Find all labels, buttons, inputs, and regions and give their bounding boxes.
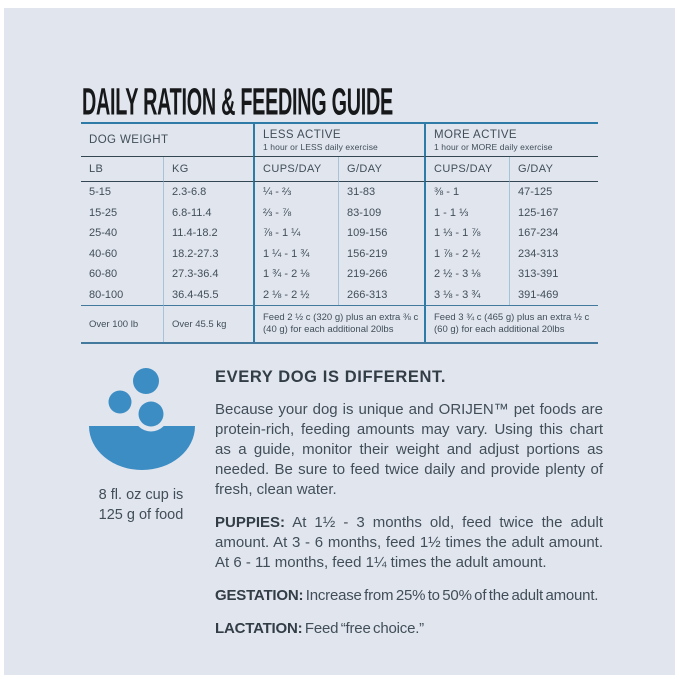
table-cell: 391-469: [509, 285, 598, 306]
puppies-text: At 1½ - 3 months old, feed twice the adult amount. At 3 - 6 months, feed 1½ times the adult amount. At 6 - 11 months, feed 1¼ times the adult amount.: [215, 514, 603, 571]
lactation-text: Feed “free choice.”: [302, 620, 424, 637]
section-label: MORE ACTIVE: [434, 128, 517, 141]
section-header-dog-weight: [81, 124, 253, 157]
table-cell: ⅜ - 1: [424, 182, 509, 203]
table-cell: ⅞ - 1 ¼: [253, 223, 338, 244]
table-cell: 31-83: [338, 182, 424, 203]
cup-note-line1: 8 fl. oz cup is: [98, 487, 184, 503]
section-label: LESS ACTIVE: [263, 128, 341, 141]
page-title: DAILY RATION & FEEDING GUIDE: [82, 80, 393, 124]
cup-note: [99, 485, 184, 525]
table-cell: 18.2-27.3: [163, 244, 253, 265]
lactation-label: LACTATION:: [215, 620, 303, 637]
table-cell: 47-125: [509, 182, 598, 203]
table-cell: 3 ⅛ - 3 ¾: [424, 285, 509, 306]
table-cell: 1 ¾ - 2 ⅛: [253, 264, 338, 285]
section-header-more-active: [424, 124, 598, 157]
section-sublabel: 1 hour or MORE daily exercise: [434, 141, 553, 152]
table-cell: 25-40: [89, 227, 118, 240]
footer-cell-more-active: Feed 3 ¾ c (465 g) plus an extra ½ c (60 g) for each additional 20lbs: [424, 305, 598, 342]
table-cell: 313-391: [509, 264, 598, 285]
table-cell: 156-219: [338, 244, 424, 265]
puppies-paragraph: [215, 513, 603, 573]
table-cell: 36.4-45.5: [163, 285, 253, 306]
table-cell: 1 ¼ - 1 ¾: [253, 244, 338, 265]
section-sublabel: 1 hour or LESS daily exercise: [263, 141, 378, 152]
gestation-text: Increase from 25% to 50% of the adult amount.: [303, 587, 599, 604]
table-cell: 40-60: [89, 247, 118, 260]
table-cell: 60-80: [89, 268, 118, 281]
info-heading: EVERY DOG IS DIFFERENT.: [215, 368, 447, 386]
gestation-paragraph: [215, 586, 603, 606]
table-cell: ¼ - ⅔: [253, 182, 338, 203]
table-cell: ⅔ - ⅞: [253, 203, 338, 224]
table-cell: 11.4-18.2: [163, 223, 253, 244]
footer-cell-kg: Over 45.5 kg: [163, 305, 253, 342]
table-cell: 15-25: [89, 206, 118, 219]
puppies-label: PUPPIES:: [215, 514, 286, 531]
gestation-label: GESTATION:: [215, 587, 304, 604]
info-column: [215, 360, 603, 652]
table-cell: 167-234: [509, 223, 598, 244]
column-header-gday-less: G/DAY: [338, 157, 424, 182]
footer-cell-lb: Over 100 lb: [81, 305, 163, 342]
column-header-lb: LB: [81, 157, 163, 182]
section-header-less-active: [253, 124, 424, 157]
table-cell: 6.8-11.4: [163, 203, 253, 224]
table-cell: 234-313: [509, 244, 598, 265]
table-cell: 125-167: [509, 203, 598, 224]
table-cell: 2 ½ - 3 ⅛: [424, 264, 509, 285]
column-header-cups-less: CUPS/DAY: [253, 157, 338, 182]
table-cell: 2 ⅛ - 2 ½: [253, 285, 338, 306]
feeding-guide-table: [81, 122, 598, 344]
footer-cell-less-active: Feed 2 ½ c (320 g) plus an extra ⅜ c (40 g) for each additional 20lbs: [253, 305, 424, 342]
cup-note-line2: 125 g of food: [98, 507, 184, 523]
table-cell: 2.3-6.8: [163, 182, 253, 203]
table-cell: 80-100: [89, 288, 124, 301]
table-cell: 109-156: [338, 223, 424, 244]
label-sheet: [4, 8, 675, 675]
section-label: DOG WEIGHT: [89, 134, 169, 146]
table-cell: 5-15: [89, 186, 112, 199]
table-cell: 1 - 1 ⅓: [424, 203, 509, 224]
column-header-gday-more: G/DAY: [509, 157, 598, 182]
info-paragraph: Because your dog is unique and ORIJEN™ pet foods are protein-rich, feeding amounts may vary. Using this chart as a guide, monitor their weight and adjust portions as needed. Be sure to feed twice daily and provide plenty of fresh, clean water.: [215, 401, 603, 498]
column-header-cups-more: CUPS/DAY: [424, 157, 509, 182]
table-cell: 219-266: [338, 264, 424, 285]
lactation-paragraph: [215, 619, 603, 639]
table-cell: 1 ⅓ - 1 ⅞: [424, 223, 509, 244]
table-cell: 1 ⅞ - 2 ½: [424, 244, 509, 265]
bowl-kibble-icon: [82, 360, 200, 476]
cup-figure: [74, 360, 208, 525]
column-header-kg: KG: [163, 157, 253, 182]
table-cell: 266-313: [338, 285, 424, 306]
table-cell: 27.3-36.4: [163, 264, 253, 285]
table-cell: 83-109: [338, 203, 424, 224]
